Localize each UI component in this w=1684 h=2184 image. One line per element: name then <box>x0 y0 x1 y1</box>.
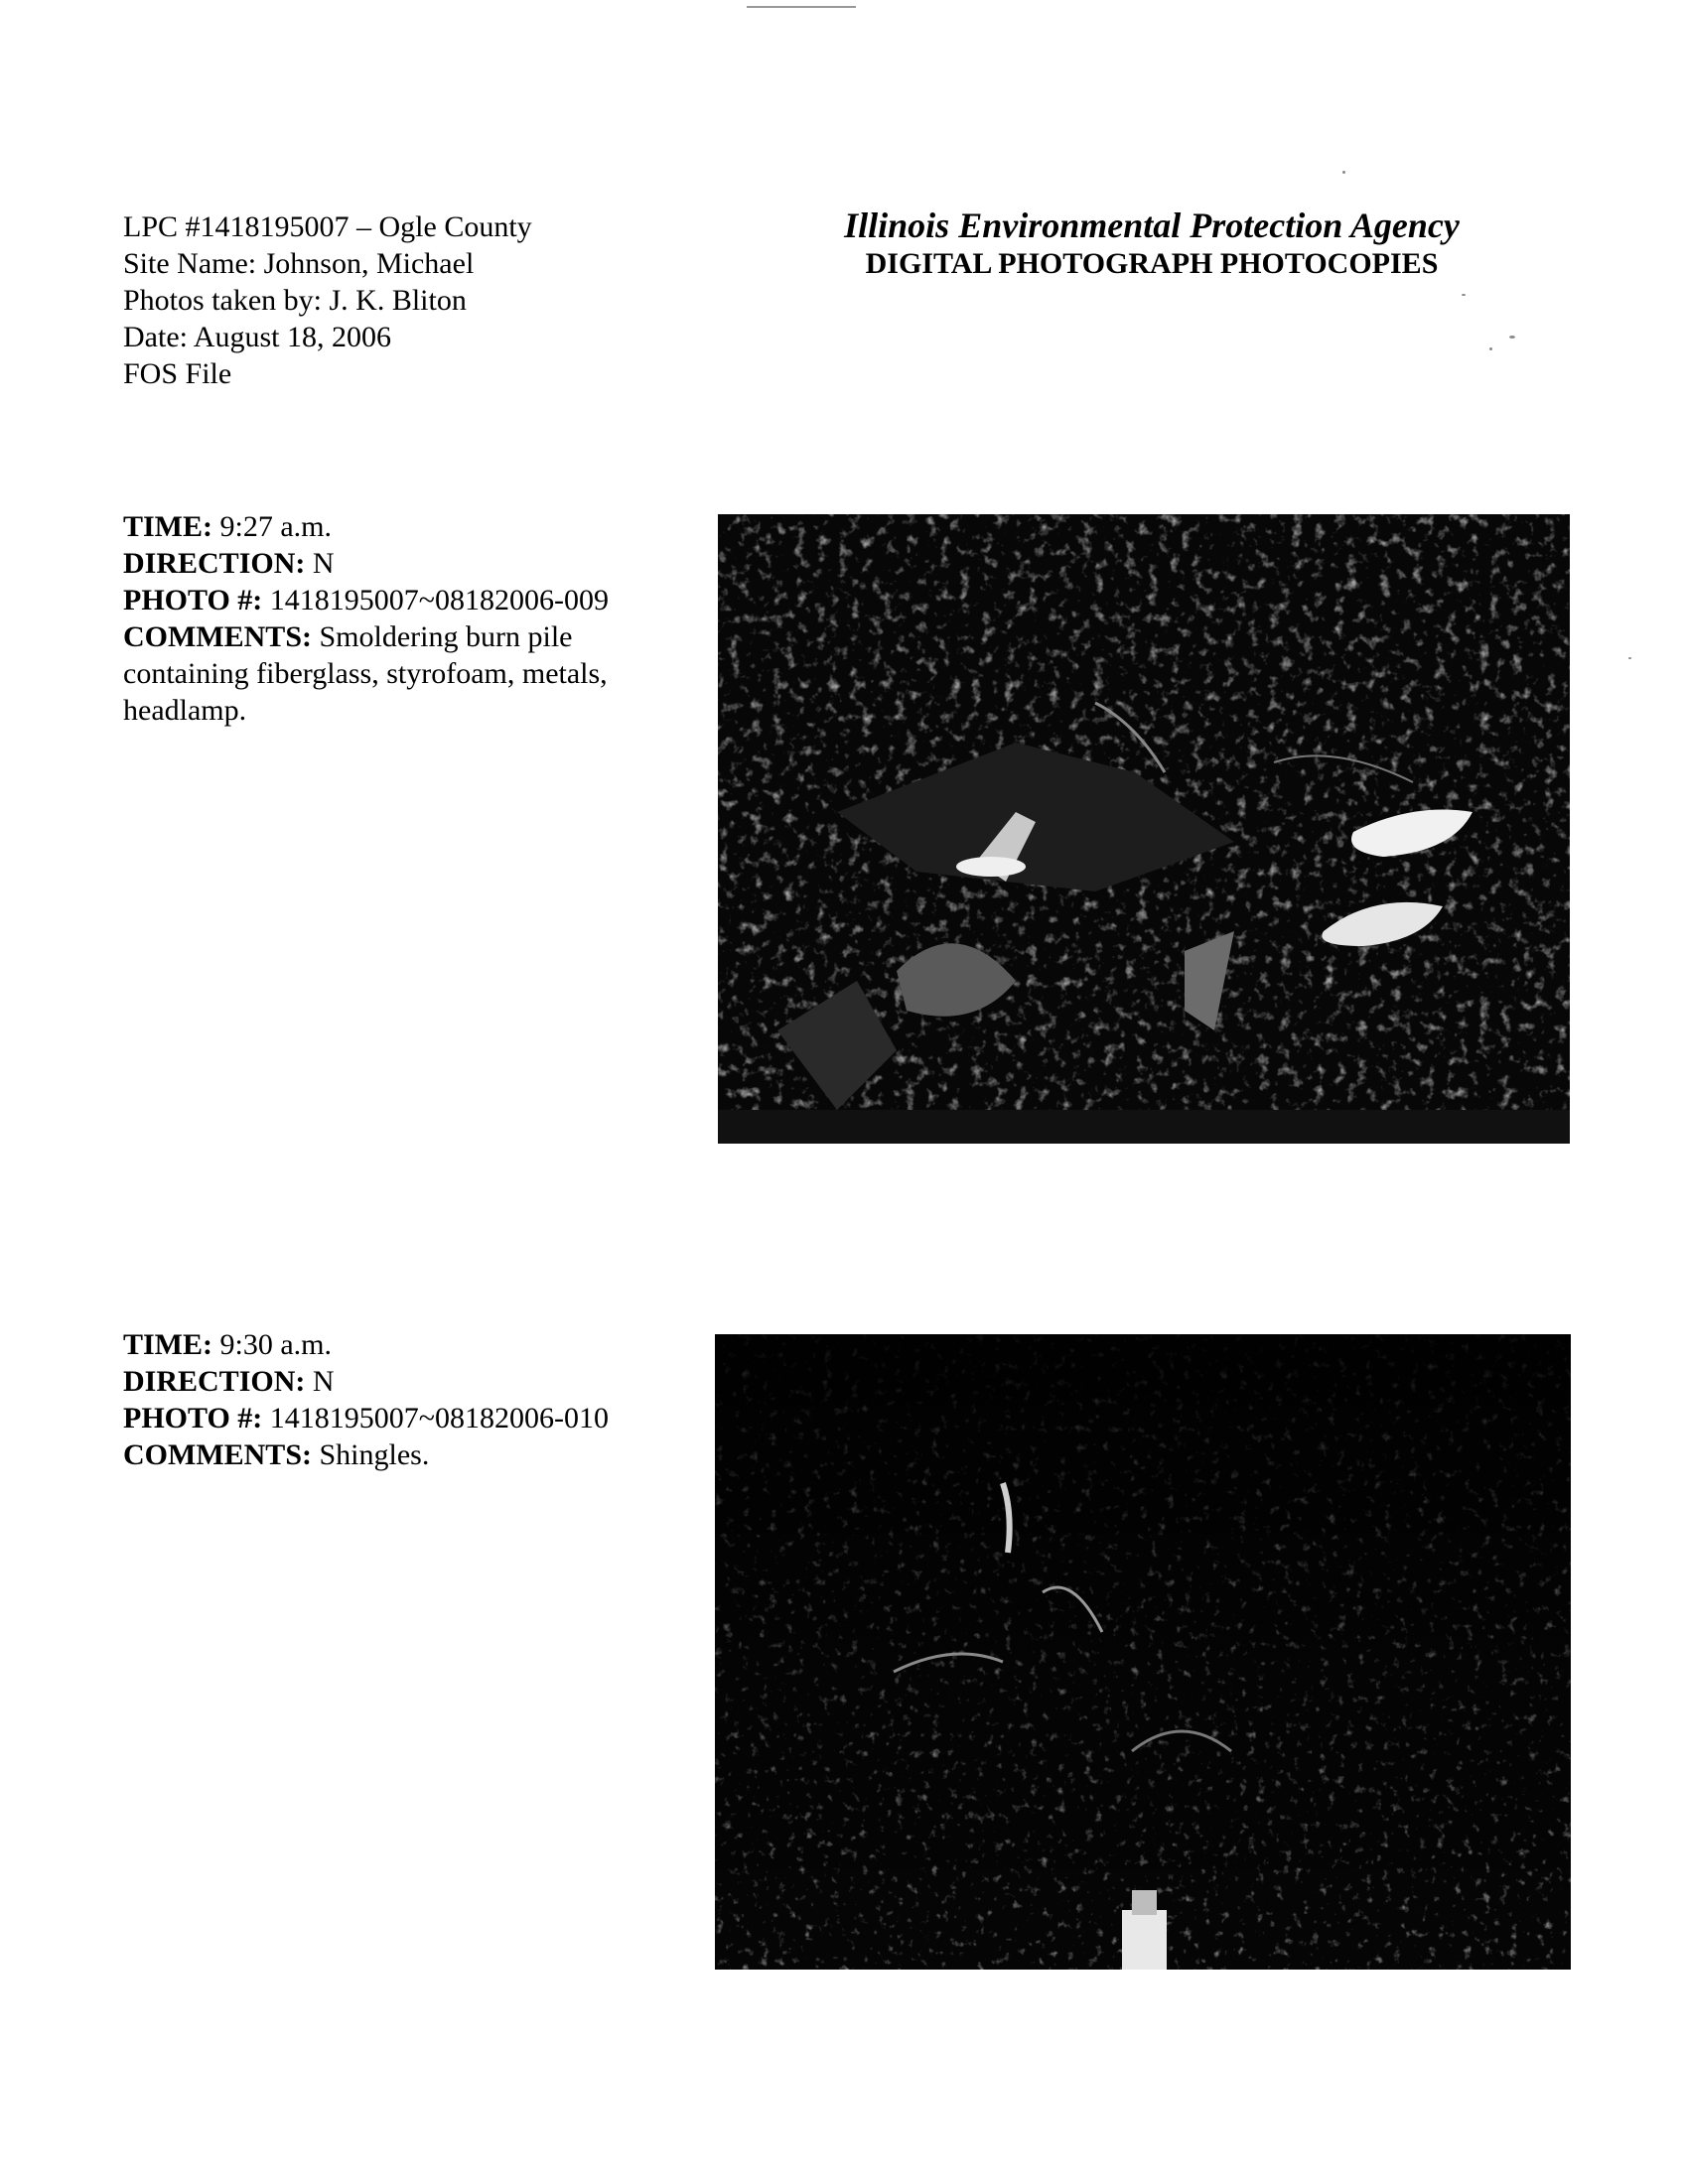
shingles-image <box>715 1334 1571 1970</box>
direction-value: N <box>312 1365 335 1398</box>
agency-header <box>794 205 1509 282</box>
lpc-line: LPC #1418195007 – Ogle County <box>123 210 532 243</box>
photo-number-line <box>123 582 679 618</box>
scan-speck <box>1342 171 1345 174</box>
site-name: Site Name: Johnson, Michael <box>123 247 475 280</box>
scan-artifact <box>747 6 856 8</box>
direction-label: DIRECTION: <box>123 1365 306 1398</box>
scan-speck <box>1628 657 1631 659</box>
comments-value: Shingles. <box>319 1438 430 1471</box>
photo-shingles <box>715 1334 1571 1970</box>
time-value: 9:27 a.m. <box>219 510 332 543</box>
agency-name: Illinois Environmental Protection Agency <box>844 205 1460 245</box>
time-label: TIME: <box>123 1328 212 1361</box>
direction-value: N <box>312 547 335 580</box>
direction-line <box>123 545 679 582</box>
photo-entry-2 <box>123 1326 679 1473</box>
scan-speck <box>1509 336 1515 339</box>
photo-burn-pile <box>718 514 1570 1144</box>
comments-label: COMMENTS: <box>123 1438 312 1471</box>
file-designation: FOS File <box>123 357 232 390</box>
time-line <box>123 508 679 545</box>
photographer: Photos taken by: J. K. Bliton <box>123 284 467 317</box>
document-subtitle: DIGITAL PHOTOGRAPH PHOTOCOPIES <box>865 247 1439 280</box>
scan-speck <box>1489 347 1492 350</box>
photo-number-value: 1418195007~08182006-009 <box>269 584 610 616</box>
photo-number-label: PHOTO #: <box>123 584 263 616</box>
photo-number-line <box>123 1400 679 1436</box>
photo-number-value: 1418195007~08182006-010 <box>269 1402 610 1434</box>
photo-number-label: PHOTO #: <box>123 1402 263 1434</box>
comments-label: COMMENTS: <box>123 620 312 653</box>
direction-label: DIRECTION: <box>123 547 306 580</box>
comments-value: Smoldering burn pile containing fiberglass, styrofoam, metals, headlamp. <box>123 620 608 727</box>
photo-date: Date: August 18, 2006 <box>123 321 391 353</box>
time-value: 9:30 a.m. <box>219 1328 332 1361</box>
direction-line <box>123 1363 679 1400</box>
site-info-block <box>123 208 532 392</box>
time-line <box>123 1326 679 1363</box>
comments-line <box>123 618 679 729</box>
burn-pile-image <box>718 514 1570 1144</box>
time-label: TIME: <box>123 510 212 543</box>
photo-entry-1 <box>123 508 679 729</box>
comments-line <box>123 1436 679 1473</box>
scan-speck <box>1462 294 1466 296</box>
